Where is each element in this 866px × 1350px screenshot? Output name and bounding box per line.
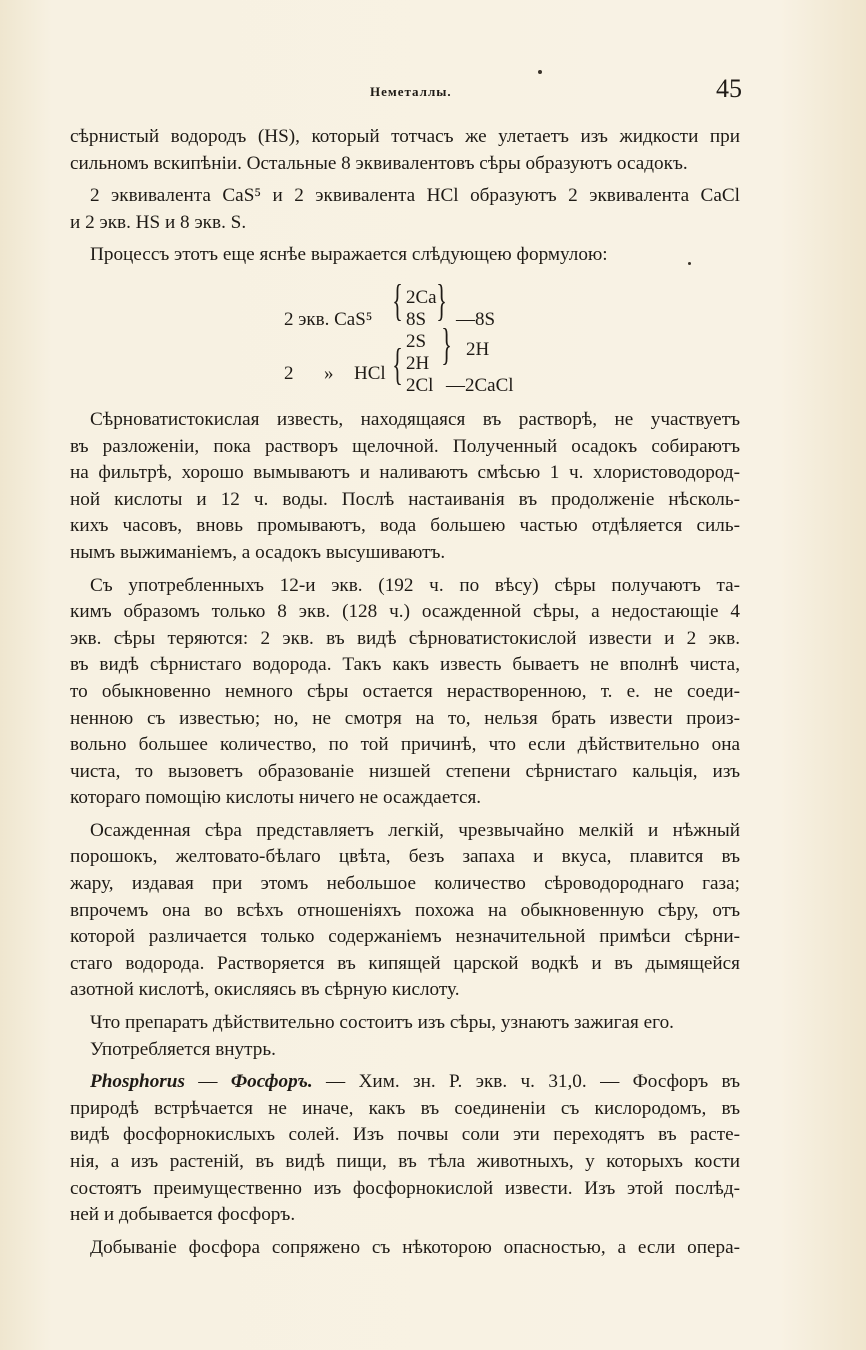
formula-item: 2H bbox=[406, 352, 430, 374]
text-line: ненною съ известью; но, не смотря на то, нельзя брать извести произ- bbox=[70, 707, 740, 729]
text-line: сѣрнистый водородъ (HS), который тотчасъ же улетаетъ изъ жидкости при bbox=[70, 126, 740, 147]
formula-result-cacl: —2CaCl bbox=[446, 374, 514, 396]
text-line: котораго помощію кислоты ничего не осаждается. bbox=[70, 787, 482, 809]
text-line: сильномъ вскипѣніи. Остальные 8 эквивалентовъ сѣры образуютъ осадокъ. bbox=[70, 152, 688, 174]
formula-hcl: HCl bbox=[354, 362, 386, 384]
text-line: состоятъ преимущественно изъ фосфорнокислой извести. Изъ этой послѣд- bbox=[70, 1177, 740, 1199]
formula-brace: { bbox=[392, 339, 403, 389]
formula-ditto: » bbox=[324, 362, 334, 384]
text-line: на фильтрѣ, хорошо вымываютъ и наливаютъ смѣсью 1 ч. хлористоводород- bbox=[70, 462, 740, 484]
text-line: вольно большее количество, по той причинѣ, что если дѣйствительно она bbox=[70, 734, 740, 756]
text-line: экв. сѣры теряются: 2 экв. въ видѣ сѣрноватистокислой извести и 2 экв. bbox=[70, 627, 740, 649]
text-line: ной кислоты и 12 ч. воды. Послѣ настаиванія въ продолженіе нѣсколь- bbox=[70, 488, 740, 510]
phosphorus-formula-text: — Хим. зн. P. экв. ч. 31,0. — Фосфоръ въ bbox=[326, 1071, 741, 1093]
text-line: жару, издавая при этомъ небольшое количество сѣроводороднаго газа; bbox=[70, 873, 740, 895]
text-line: которой различается только содержаніемъ незначительной примѣси сѣрни- bbox=[70, 926, 740, 948]
text-line: Сѣрноватистокислая известь, находящаяся въ растворѣ, не участвуетъ bbox=[90, 408, 740, 430]
text-line: ней и добывается фосфоръ. bbox=[70, 1204, 296, 1226]
text-line: порошокъ, желтовато-бѣлаго цвѣта, безъ запаха и вкуса, плавится въ bbox=[70, 846, 740, 868]
text-line: чиста, то вызоветъ образованіе низшей степени сѣрнистаго кальція, изъ bbox=[70, 760, 740, 782]
text-line: Добываніе фосфора сопряжено съ нѣкоторою опасностью, а если опера- bbox=[90, 1236, 740, 1258]
text-line: видѣ фосфорнокислыхъ солей. Изъ почвы соли эти переходятъ въ расте- bbox=[70, 1124, 740, 1146]
phosphorus-dash: — bbox=[198, 1071, 218, 1093]
text-line: и 2 экв. HS и 8 экв. S. bbox=[70, 211, 247, 233]
text-line: нія, а изъ растеній, въ видѣ пищи, въ тѣла животныхъ, у которыхъ кости bbox=[70, 1151, 740, 1172]
phosphorus-russian-name: Фосфоръ. bbox=[230, 1071, 313, 1093]
formula-left-1: 2 экв. CaS⁵ bbox=[284, 308, 373, 330]
phosphorus-latin-name: Phosphorus bbox=[90, 1071, 185, 1093]
running-head: Неметаллы. bbox=[370, 84, 452, 99]
formula-item: 2Cl bbox=[406, 374, 434, 396]
text-line: Употребляется внутрь. bbox=[90, 1038, 276, 1060]
page-text bbox=[70, 124, 740, 1261]
chemical-formula bbox=[70, 271, 740, 401]
text-line: впрочемъ она во всѣхъ отношеніяхъ похожа на обыкновенную сѣру, отъ bbox=[70, 899, 740, 921]
printing-speck bbox=[538, 70, 542, 74]
text-line: въ видѣ сѣрнистаго водорода. Такъ какъ известь бываетъ не вполнѣ чиста, bbox=[70, 654, 740, 676]
text-line: кимъ образомъ только 8 экв. (128 ч.) осажденной сѣры, а недостающіе 4 bbox=[70, 601, 740, 623]
formula-brace: } bbox=[436, 275, 447, 325]
formula-item: 2Ca bbox=[406, 286, 437, 308]
formula-item: 8S bbox=[406, 308, 427, 330]
text-line: природѣ встрѣчается не иначе, какъ въ соединеніи съ кислородомъ, въ bbox=[70, 1097, 740, 1119]
text-line: стаго водорода. Растворяется въ кипящей царской водкѣ и въ дымящейся bbox=[70, 952, 740, 974]
text-line: кихъ часовъ, вновь промываютъ, вода большею частью отдѣляется силь- bbox=[70, 515, 740, 537]
formula-item: 2S bbox=[406, 330, 427, 352]
text-line: Осажденная сѣра представляетъ легкій, чрезвычайно мелкій и нѣжный bbox=[90, 819, 740, 841]
page-number: 45 bbox=[716, 74, 742, 103]
text-line: нымъ выжиманіемъ, а осадокъ высушиваютъ. bbox=[70, 541, 446, 563]
text-line: въ разложеніи, пока растворъ щелочной. Полученный осадокъ собираютъ bbox=[70, 435, 740, 457]
formula-result-8s: —8S bbox=[456, 308, 496, 330]
text-line: то обыкновенно немного сѣры остается нерастворенною, т. е. не соеди- bbox=[70, 680, 740, 702]
formula-left-2: 2 bbox=[284, 362, 294, 384]
formula-result-2h: 2H bbox=[466, 338, 490, 360]
phosphorus-heading-line bbox=[70, 1069, 740, 1096]
formula-brace: } bbox=[441, 319, 452, 369]
text-line: Что препаратъ дѣйствительно состоитъ изъ сѣры, узнаютъ зажигая его. bbox=[90, 1012, 674, 1034]
text-line: азотной кислотѣ, окисляясь въ сѣрную кислоту. bbox=[70, 979, 460, 1001]
formula-brace: { bbox=[392, 275, 403, 325]
text-line: 2 эквивалента CaS⁵ и 2 эквивалента HCl образуютъ 2 эквивалента CaCl bbox=[90, 185, 740, 207]
text-line: Процессъ этотъ еще яснѣе выражается слѣдующею формулою: bbox=[90, 244, 608, 266]
text-line: Съ употребленныхъ 12-и экв. (192 ч. по вѣсу) сѣры получаютъ та- bbox=[90, 574, 740, 596]
